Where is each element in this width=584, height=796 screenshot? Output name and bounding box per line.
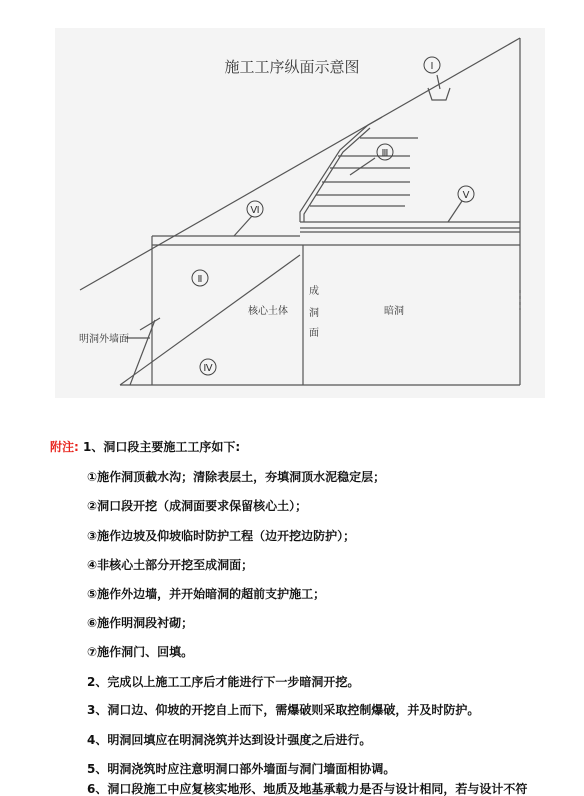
note-item: 3、洞口边、仰坡的开挖自上而下，需爆破则采取控制爆破，并及时防护。 <box>87 703 480 717</box>
svg-text:Ⅵ: Ⅵ <box>250 205 260 216</box>
note-item: ③施作边坡及仰坡临时防护工程（边开挖边防护）； <box>87 529 356 543</box>
label-core-soil: 核心土体 <box>248 306 288 317</box>
diagram-title: 施工工序纵面示意图 <box>224 58 360 76</box>
note-item: ①施作洞顶截水沟；清除表层土，夯填洞顶水泥稳定层； <box>87 470 386 484</box>
svg-text:Ⅴ: Ⅴ <box>462 190 470 201</box>
svg-text:Ⅰ: Ⅰ <box>430 61 434 72</box>
label-open-cut-wall: 明洞外墙面 <box>79 334 129 345</box>
label-formed-face-3: 面 <box>309 328 319 339</box>
svg-text:Ⅱ: Ⅱ <box>197 274 203 285</box>
note-item: 4、明洞回填应在明洞浇筑并达到设计强度之后进行。 <box>87 733 372 747</box>
notes-label: 附注: <box>50 440 79 454</box>
note-item: 2、完成以上施工工序后才能进行下一步暗洞开挖。 <box>87 675 360 689</box>
note-item: ②洞口段开挖（成洞面要求保留核心土）； <box>87 499 308 513</box>
svg-text:Ⅲ: Ⅲ <box>381 148 389 159</box>
note-item: ⑥施作明洞段衬砌； <box>87 616 194 630</box>
svg-text:Ⅳ: Ⅳ <box>203 363 213 374</box>
note-item: 5、明洞浇筑时应注意明洞口部外墙面与洞门墙面相协调。 <box>87 762 396 776</box>
note-item: ④非核心土部分开挖至成洞面； <box>87 558 254 572</box>
label-formed-face-2: 洞 <box>309 308 319 319</box>
note-item: ⑤施作外边墙，并开始暗洞的超前支护施工； <box>87 587 326 601</box>
note-item: ⑦施作洞门、回填。 <box>87 645 194 659</box>
notes-heading-row <box>50 440 240 454</box>
label-formed-face-1: 成 <box>309 286 319 297</box>
label-tunnel: 暗洞 <box>384 306 404 317</box>
note-item: 1、洞口段主要施工工序如下: <box>83 440 241 454</box>
note-item: 6、洞口段施工中应复核实地形、地质及地基承载力是否与设计相同，若与设计不符 <box>87 782 528 796</box>
